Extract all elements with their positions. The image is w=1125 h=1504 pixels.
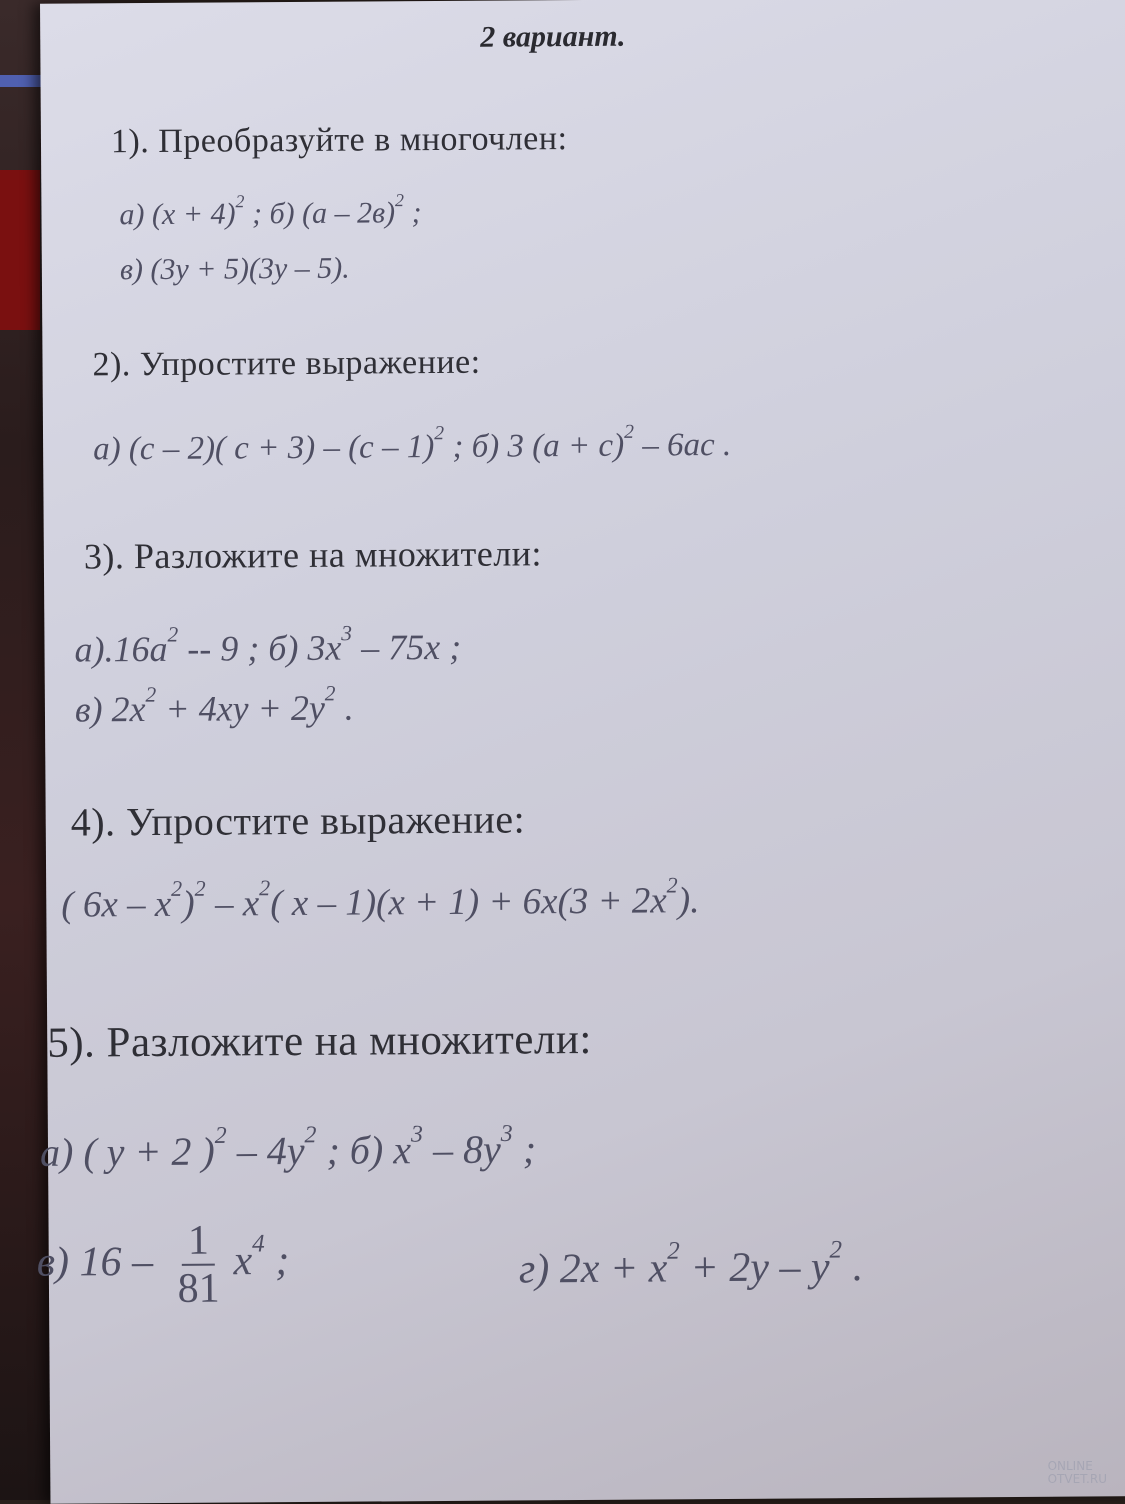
task-3-header: 3). Разложите на множители: — [83, 533, 543, 577]
page-title: 2 вариант. — [480, 19, 626, 54]
task-3-line-2: в) $2x^2 + 4xy + 2y^2$ . — [74, 681, 354, 730]
task-5-line-3: г) $2x + x^2 + 2y - y^2$ . — [518, 1236, 864, 1293]
task-5-header: 5). Разложите на множители: — [47, 1015, 592, 1067]
task-3-line-1: $а).16а^2 -- 9$ ; б) $3x^3 - 75x$ ; — [74, 621, 462, 670]
task-1-line-2: в) (3y + 5)(3y – 5). — [119, 251, 350, 287]
paper-sheet — [36, 0, 1125, 1504]
task-1-line-1: а) $(x + 4)^2$ ; б) (а – 2в)$^2$ ; — [119, 190, 422, 232]
task-5-line-2: в) 16 – $\frac{1}{81}$ $x^4$ ; — [36, 1217, 290, 1313]
fraction: $\frac{1}{81}$ — [177, 1217, 220, 1313]
watermark-line: ONLINE — [1047, 1458, 1093, 1473]
watermark — [1048, 1460, 1107, 1486]
task-4-header: 4). Упростите выражение: — [70, 796, 526, 845]
watermark-line: OTVET.RU — [1047, 1471, 1107, 1486]
task-2-line-1: а) (с – 2)( с + 3) – (с – 1)$^2$ ; б) 3 $(а + с)^2 - 6ас$ . — [92, 420, 732, 468]
task-1-header: 1). Преобразуйте в многочлен: — [110, 120, 568, 161]
background-object — [0, 170, 40, 330]
task-4-line-1: ( $6x - x^2)^2 - x^2$( $x - 1)(x + 1) + 6x(3 + 2x^2)$. — [61, 872, 700, 926]
task-2-header: 2). Упростите выражение: — [92, 343, 481, 384]
task-5-line-1: а) ( y + 2 )$^2 - 4y^2$ ; б) $x^3 - 8y^3$ ; — [39, 1120, 537, 1175]
